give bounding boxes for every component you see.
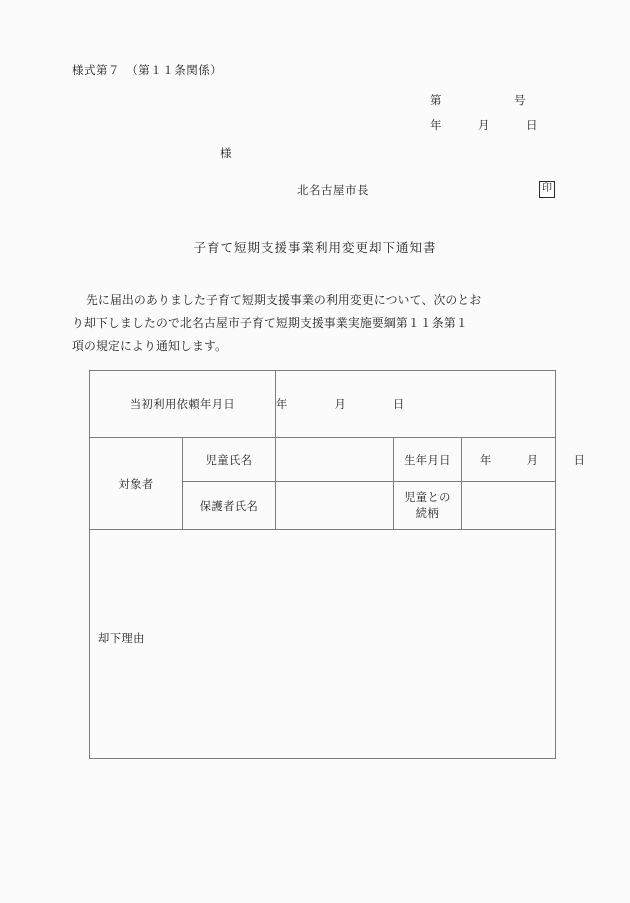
form-table bbox=[89, 370, 586, 759]
relation-label-line-2: 続柄 bbox=[415, 506, 440, 520]
document-number-field: 第 号 bbox=[430, 93, 526, 107]
reason-label: 却下理由 bbox=[98, 632, 145, 645]
relation-label bbox=[394, 482, 462, 530]
reason-value[interactable] bbox=[90, 652, 555, 664]
birth-date-value[interactable]: 年 月 日 bbox=[462, 438, 556, 482]
addressee-suffix: 様 bbox=[220, 146, 232, 160]
guardian-name-value[interactable] bbox=[276, 482, 394, 530]
table-row-request-date bbox=[90, 371, 556, 438]
issuer-line bbox=[297, 181, 555, 198]
guardian-name-label: 保護者氏名 bbox=[183, 482, 276, 530]
body-paragraph bbox=[72, 289, 560, 358]
request-date-value[interactable]: 年 月 日 bbox=[276, 371, 556, 438]
seal-stamp-icon: 印 bbox=[539, 181, 555, 198]
target-person-label: 対象者 bbox=[90, 438, 183, 530]
issuer-name: 北名古屋市長 bbox=[297, 182, 369, 197]
birth-date-label: 生年月日 bbox=[394, 438, 462, 482]
table-row-child bbox=[90, 438, 556, 482]
child-name-value[interactable] bbox=[276, 438, 394, 482]
relation-label-line-1: 児童との bbox=[404, 490, 451, 504]
request-date-label: 当初利用依頼年月日 bbox=[90, 371, 276, 438]
form-number: 様式第７ （第１１条関係） bbox=[72, 63, 223, 77]
relation-value[interactable] bbox=[462, 482, 556, 530]
document-date-field: 年 月 日 bbox=[430, 118, 538, 132]
body-line-2: り却下しましたので北名古屋市子育て短期支援事業実施要綱第１１条第１ bbox=[72, 316, 468, 330]
table-row-reason bbox=[90, 530, 556, 759]
child-name-label: 児童氏名 bbox=[183, 438, 276, 482]
document-title: 子育て短期支援事業利用変更却下通知書 bbox=[193, 240, 437, 255]
body-line-1: 先に届出のありました子育て短期支援事業の利用変更について、次のとお bbox=[86, 293, 482, 307]
reason-cell[interactable] bbox=[90, 530, 556, 759]
body-line-3: 項の規定により通知します。 bbox=[72, 339, 228, 353]
